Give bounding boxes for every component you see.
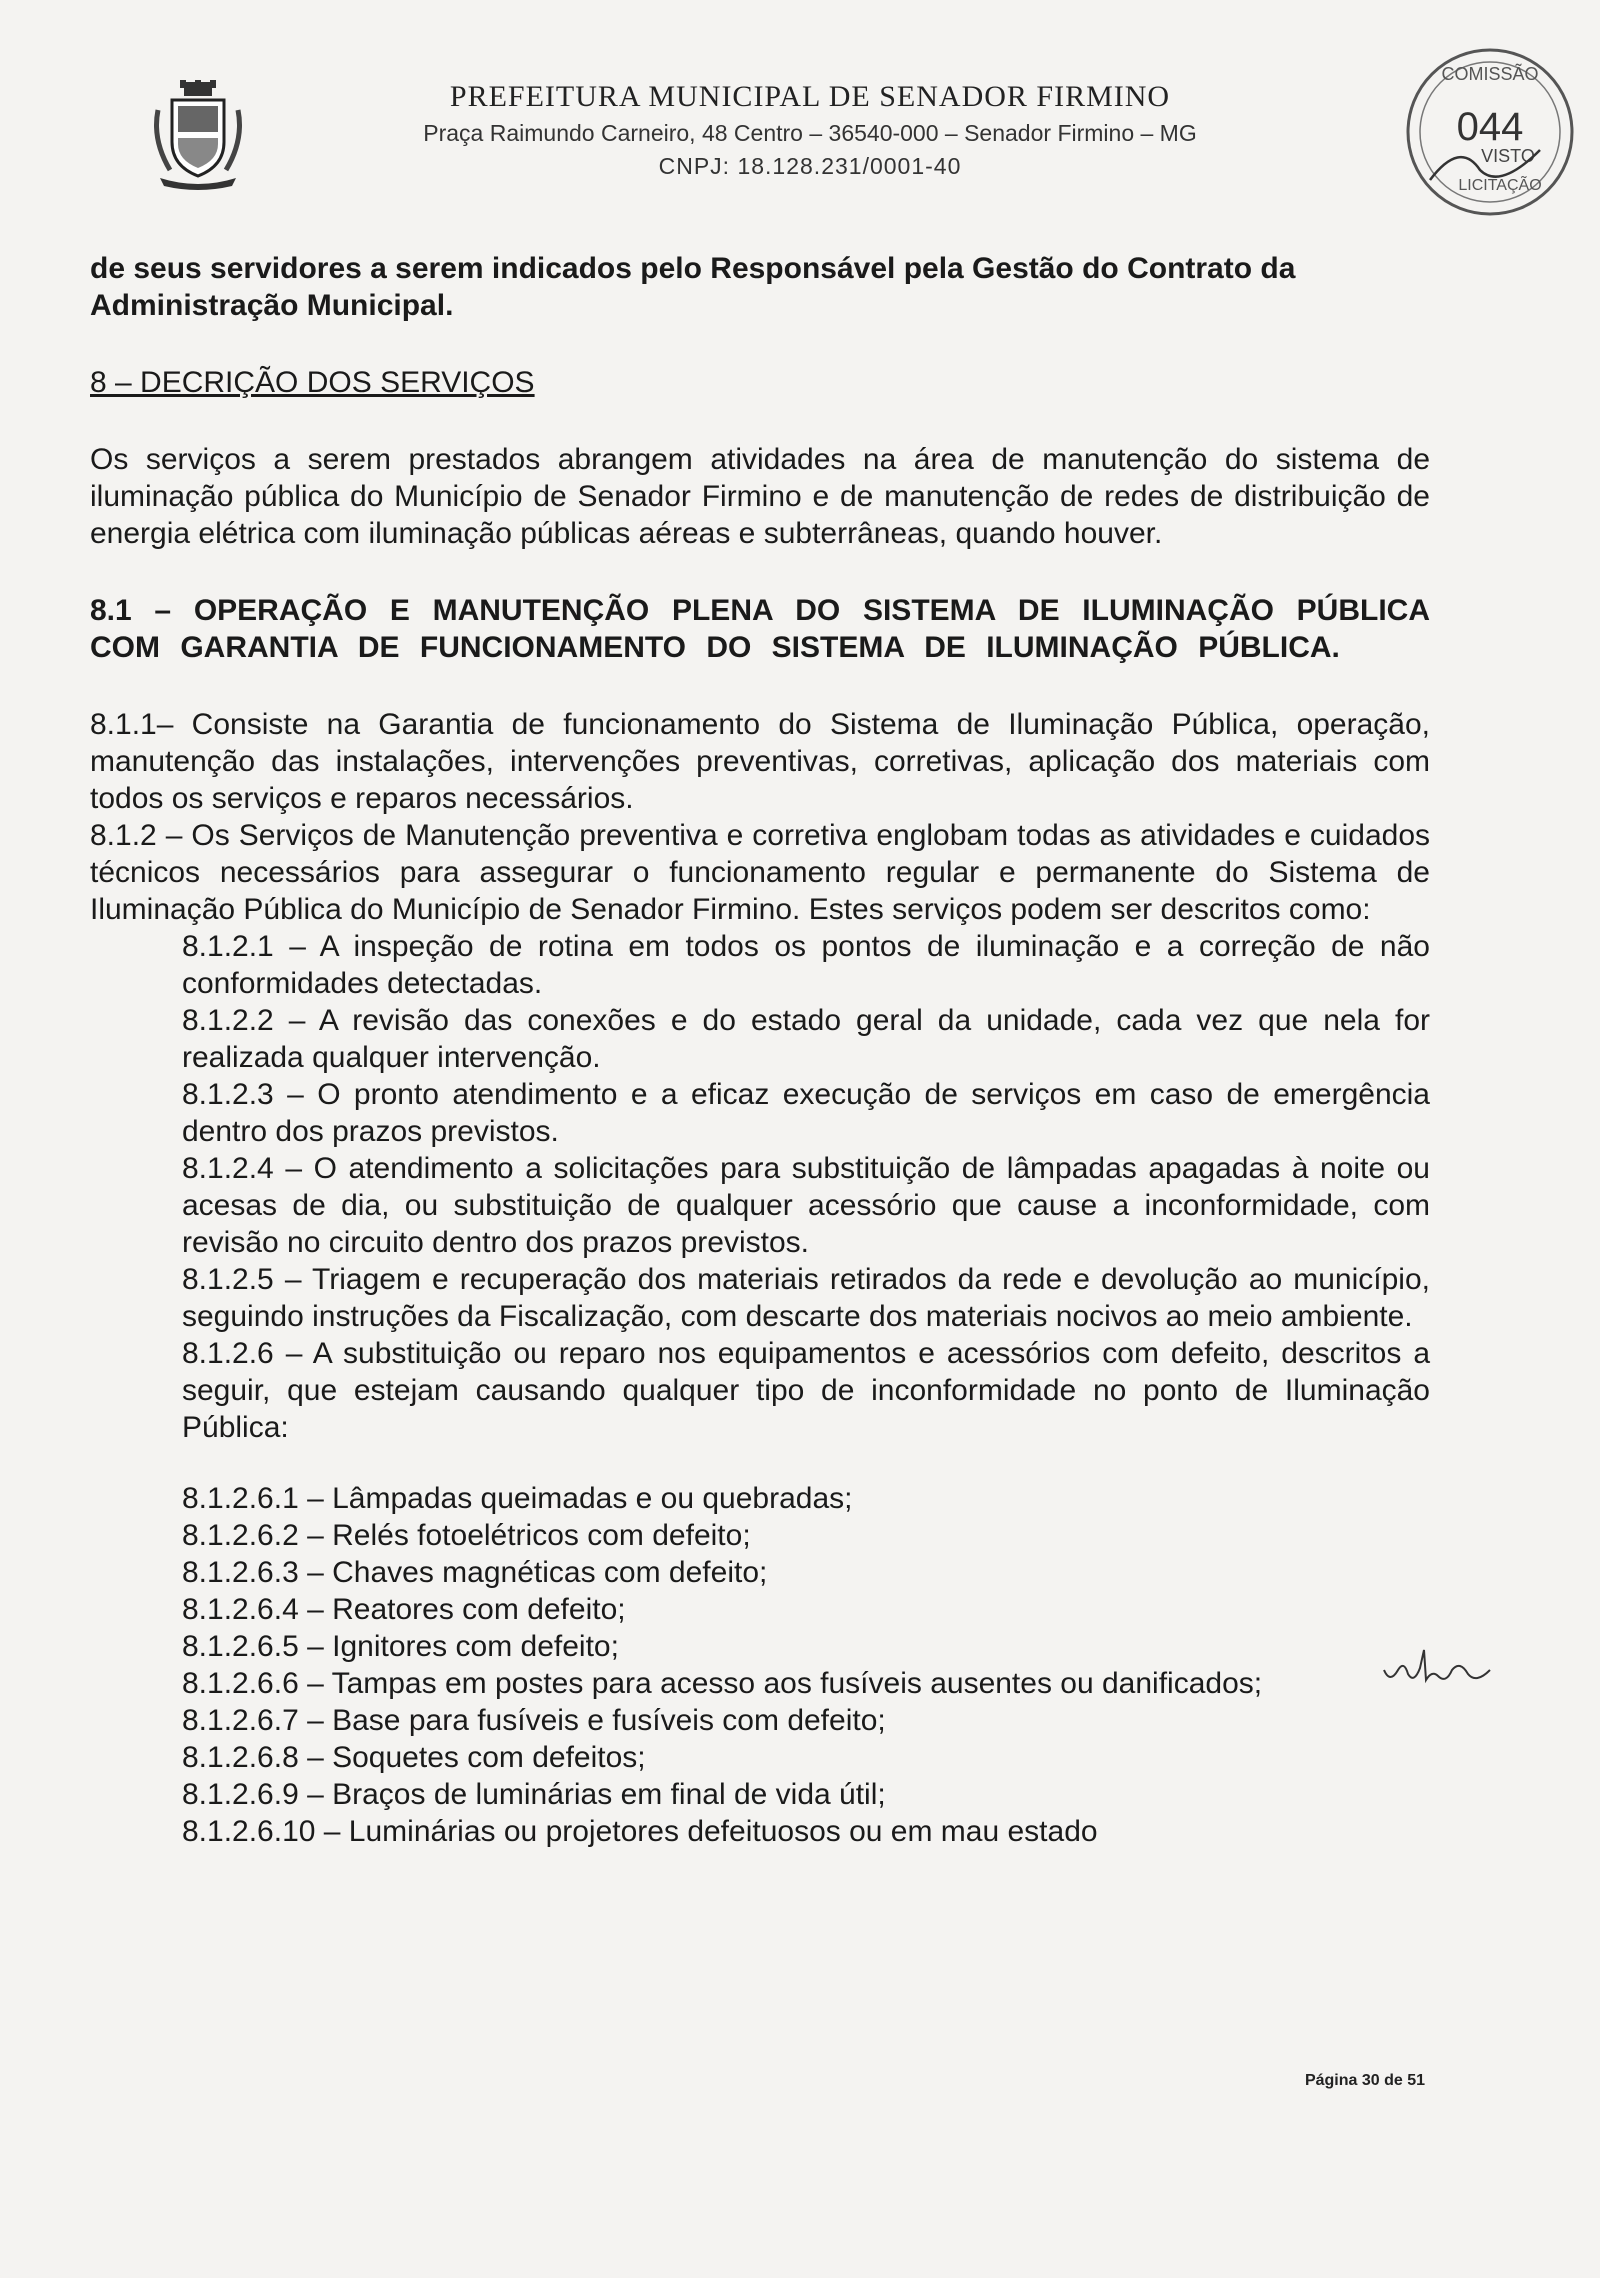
stamp-bottom-text: LICITAÇÃO [1458, 177, 1542, 194]
intro-paragraph: Os serviços a serem prestados abrangem atividades na área de manutenção do sistema de iluminação pública do Município de Senador Firmino e de manutenção de redes de distribuição de energia elétrica com iluminação públicas aéreas e subterrâneas, quando houver. [90, 443, 1430, 550]
stamp-visto-text: VISTO [1481, 146, 1535, 166]
institution-cnpj: CNPJ: 18.128.231/0001-40 [658, 153, 962, 179]
clause-8-1-2-3: 8.1.2.3 – O pronto atendimento e a eficaz execução de serviços em caso de emergência dentro dos prazos previstos. [182, 1078, 1430, 1148]
letterhead [150, 70, 1410, 200]
institution-name: PREFEITURA MUNICIPAL DE SENADOR FIRMINO [449, 80, 1171, 113]
clause-8-1-2-1: 8.1.2.1 – A inspeção de rotina em todos os pontos de iluminação e a correção de não conformidades detectadas. [182, 930, 1430, 1000]
clause-8-1-2-6-5: 8.1.2.6.5 – Ignitores com defeito; [182, 1630, 619, 1663]
clause-8-1-2-6-10: 8.1.2.6.10 – Luminárias ou projetores defeituosos ou em mau estado [182, 1815, 1098, 1848]
clause-list-8-1-2 [90, 928, 1430, 1850]
stamp-number: 044 [1456, 105, 1524, 149]
handwritten-signature [1380, 1640, 1500, 1700]
letterhead-text [360, 80, 1260, 180]
document-body [90, 250, 1430, 1850]
clause-8-1-2-6-1: 8.1.2.6.1 – Lâmpadas queimadas e ou quebradas; [182, 1482, 853, 1515]
clause-8-1-2-6-9: 8.1.2.6.9 – Braços de luminárias em final de vida útil; [182, 1778, 886, 1811]
stamp-top-text: COMISSÃO [1441, 64, 1539, 84]
clause-8-1-2-6-4: 8.1.2.6.4 – Reatores com defeito; [182, 1593, 626, 1626]
municipal-crest-icon [150, 80, 246, 190]
institution-address: Praça Raimundo Carneiro, 48 Centro – 36540-000 – Senador Firmino – MG [423, 120, 1197, 146]
clause-8-1-1: 8.1.1– Consiste na Garantia de funcionamento do Sistema de Iluminação Pública, operação, manutenção das instalações, intervenções preventivas, corretivas, aplicação dos materiais com todos os serviços e reparos necessários. [90, 708, 1430, 815]
page-number: Página 30 de 51 [1304, 2072, 1425, 2089]
clause-8-1-2-6-2: 8.1.2.6.2 – Relés fotoelétricos com defeito; [182, 1519, 751, 1552]
clause-8-1-2-4: 8.1.2.4 – O atendimento a solicitações para substituição de lâmpadas apagadas à noite ou acesas de dia, ou substituição de qualquer acessório que cause a inconformidade, com revisão no circuito dentro dos prazos previstos. [182, 1152, 1430, 1259]
clause-8-1-2: 8.1.2 – Os Serviços de Manutenção preventiva e corretiva englobam todas as atividades e cuidados técnicos necessários para assegurar o funcionamento regular e permanente do Sistema de Iluminação Pública do Município de Senador Firmino. Estes serviços podem ser descritos como: [90, 819, 1430, 926]
clause-8-1-2-2: 8.1.2.2 – A revisão das conexões e do estado geral da unidade, cada vez que nela for realizada qualquer intervenção. [182, 1004, 1430, 1074]
lead-paragraph: de seus servidores a serem indicados pelo Responsável pela Gestão do Contrato da Administração Municipal. [90, 252, 1296, 322]
clause-8-1-2-6: 8.1.2.6 – A substituição ou reparo nos equipamentos e acessórios com defeito, descritos a seguir, que estejam causando qualquer tipo de inconformidade no ponto de Iluminação Pública: [182, 1337, 1430, 1444]
section-title: 8 – DECRIÇÃO DOS SERVIÇOS [90, 366, 535, 399]
subsection-title: 8.1 – OPERAÇÃO E MANUTENÇÃO PLENA DO SISTEMA DE ILUMINAÇÃO PÚBLICA COM GARANTIA DE FUNCIONAMENTO DO SISTEMA DE ILUMINAÇÃO PÚBLICA. [90, 594, 1430, 664]
clause-8-1-2-5: 8.1.2.5 – Triagem e recuperação dos materiais retirados da rede e devolução ao município, seguindo instruções da Fiscalização, com descarte dos materiais nocivos ao meio ambiente. [182, 1263, 1430, 1333]
commission-stamp [1390, 40, 1590, 220]
clause-8-1-2-6-7: 8.1.2.6.7 – Base para fusíveis e fusíveis com defeito; [182, 1704, 886, 1737]
clause-8-1-2-6-3: 8.1.2.6.3 – Chaves magnéticas com defeito; [182, 1556, 768, 1589]
clause-8-1-2-6-8: 8.1.2.6.8 – Soquetes com defeitos; [182, 1741, 646, 1774]
clause-8-1-2-6-6: 8.1.2.6.6 – Tampas em postes para acesso aos fusíveis ausentes ou danificados; [182, 1667, 1263, 1700]
